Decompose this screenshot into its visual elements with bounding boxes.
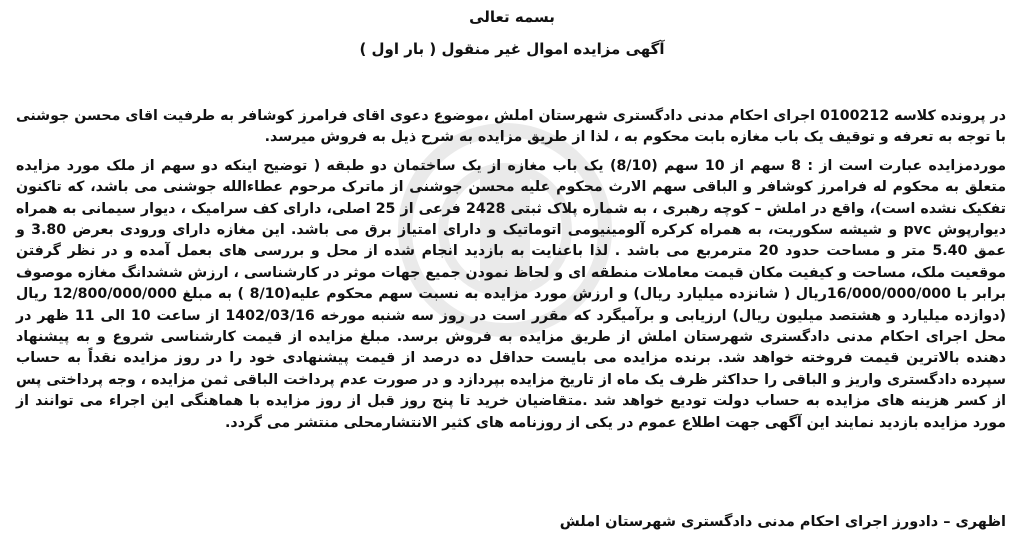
details-paragraph: موردمزایده عبارت است از : 8 سهم از 10 سهم (8/10) یک باب مغازه از یک ساختمان دو طبقه ( توضیح اینکه دو سهم از ملک مورد مزایده متعلق به محکوم له فرامرز کوشافر و الباقی سهم الارث محکوم علیه محسن جوشنی از ماترک مرحوم عطاءالله جوشنی می باشد، که تاکنون تفکیک نشده است)، واقع در املش – کوچه رهبری ، به شماره پلاک ثبتی 2428 فرعی از 25 اصلی، دارای کف سرامیک ، دیوار سیمانی به همراه دیوارپوش pvc و شیشه سکوریت، به همراه کرکره آلومینیومی اتوماتیک و دارای امتیاز برق می باشد. این مغازه دارای ورودی بعرض 3.80 و عمق 5.40 متر و مساحت حدود 20 مترمربع می باشد . لذا باعنایت به بازدید انجام شده از محل و بررسی های بعمل آمده و در نظر گرفتن موقعیت ملک، مساحت و کیفیت مکان قیمت معاملات منطقه ای و لحاظ نمودن جمیع جهات موثر در کارشناسی ، ارزش ششدانگ مغازه موصوف برابر با 16/000/000/000ریال ( شانزده میلیارد ریال) و ارزش مورد مزایده به نسبت سهم محکوم علیه(8/10 ) به مبلغ 12/800/000/000 ریال (دوازده میلیارد و هشتصد میلیون ریال) ارزیابی و برآمیگرد که مقرر است در روز سه شنبه مورخه 1402/03/16 از ساعت 10 الی 11 ظهر در محل اجرای احکام مدنی دادگستری شهرستان املش از طریق مزایده به فروش برسد. مبلغ مزایده از قیمت کارشناسی شروع و به پیشنهاد دهنده بالاترین قیمت فروخته خواهد شد. برنده مزایده می بایست حداقل ده درصد از قیمت پیشنهادی خود را در روز مزایده نقداً به حساب سپرده دادگستری واریز و الباقی را حداکثر ظرف یک ماه از تاریخ مزایده بپردازد و در صورت عدم پرداخت الباقی ثمن مزایده ، وجه پرداختی پس از کسر هزینه های مزایده به حساب دولت تودیع خواهد شد .متقاضیان خرید تا پنج روز قبل از روز مزایده با هماهنگی این اجراء می توانند از مورد مزایده بازدید نمایند این آگهی جهت اطلاع عموم در یکی از روزنامه های کثیر الانتشارمحلی منتشر می گردد. (16, 157, 1007, 431)
notice-body (16, 106, 1006, 441)
header-basmala: بسمه تعالی (469, 8, 555, 26)
signature-line: اظهری – دادورز اجرای احکام مدنی دادگستری شهرستان املش (559, 514, 1006, 530)
notice-title: آگهی مزایده اموال غیر منقول ( بار اول ) (359, 40, 665, 58)
intro-paragraph: در پرونده کلاسه 0100212 اجرای احکام مدنی دادگستری شهرستان املش ،موضوع دعوی اقای فرامرز کوشافر به طرفیت اقای محسن جوشنی با توجه به تعرفه و توقیف یک باب مغازه بابت محکوم به ، لذا از طریق مزایده به شرح ذیل به فروش میرسد. (16, 108, 1007, 146)
